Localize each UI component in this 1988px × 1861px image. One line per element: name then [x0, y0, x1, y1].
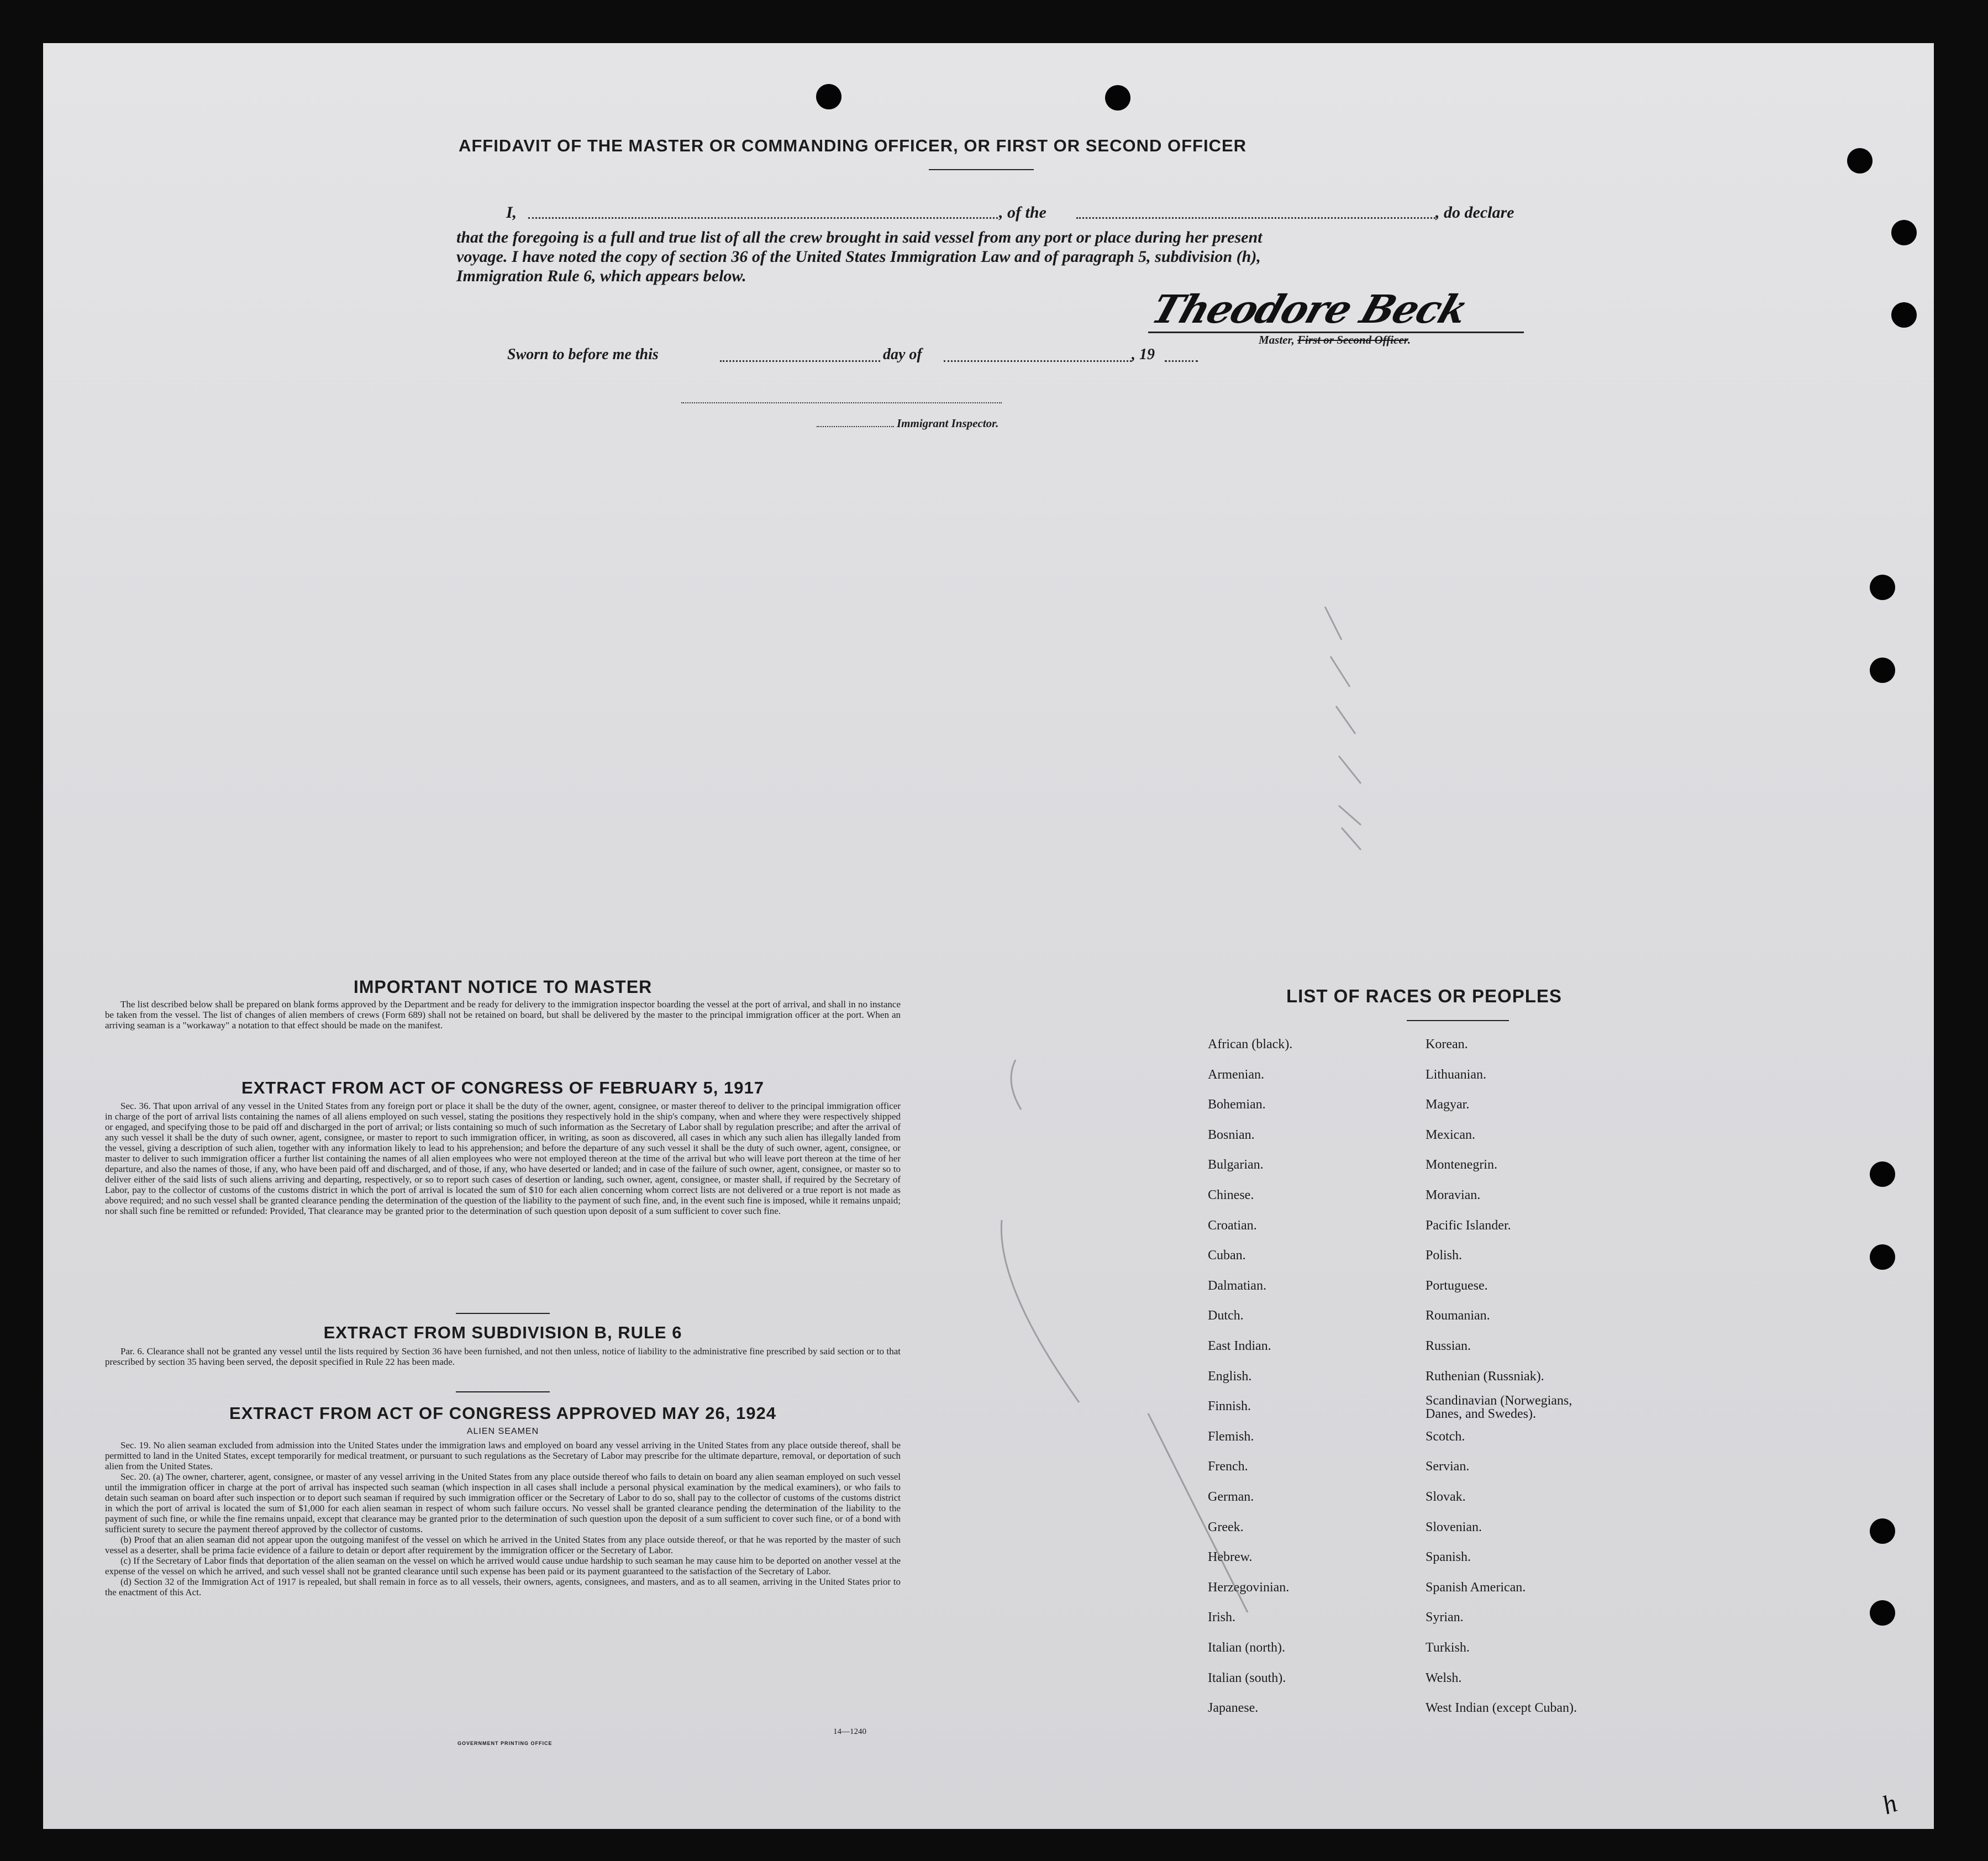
race-item: Italian (north). [1208, 1641, 1285, 1655]
signer-title-end: . [1407, 333, 1411, 346]
sworn-label: Sworn to before me this [507, 346, 659, 363]
race-item: Herzegovinian. [1208, 1580, 1290, 1595]
pencil-marks [43, 43, 1934, 1829]
affidavit-title: AFFIDAVIT OF THE MASTER OR COMMANDING OFFICER, OR FIRST OR SECOND OFFICER [458, 136, 1247, 155]
race-item: Scandinavian (Norwegians, Danes, and Swedes). [1426, 1394, 1572, 1422]
race-item: Portuguese. [1426, 1278, 1488, 1293]
race-item: Spanish. [1426, 1550, 1471, 1565]
race-item: Magyar. [1426, 1097, 1470, 1112]
notice-title: IMPORTANT NOTICE TO MASTER [353, 977, 653, 997]
inspector-label: Immigrant Inspector. [897, 417, 999, 430]
race-item: Slovak. [1426, 1490, 1466, 1504]
race-item: Flemish. [1208, 1429, 1254, 1444]
race-item: East Indian. [1208, 1339, 1271, 1353]
form-sheet [43, 43, 1934, 1829]
race-item: German. [1208, 1490, 1254, 1504]
act-1917-title: EXTRACT FROM ACT OF CONGRESS OF FEBRUARY 5, 1917 [241, 1078, 764, 1097]
races-title: LIST OF RACES OR PEOPLES [1286, 986, 1562, 1006]
race-item: Syrian. [1426, 1610, 1464, 1625]
race-item: Dalmatian. [1208, 1278, 1266, 1293]
margin-mark: h [1878, 1788, 1901, 1821]
race-item: Montenegrin. [1426, 1158, 1497, 1173]
race-item: Pacific Islander. [1426, 1218, 1511, 1233]
race-item: Slovenian. [1426, 1520, 1482, 1534]
section-20a-text: Sec. 20. (a) The owner, charterer, agent, consignee, or master of any vessel arriving in the United States from any place outside thereof who fails to detain on board any alien seaman employed on such vessel until the immigration officer in charge at the port of arrival has inspected such seaman (which inspection in all cases shall include a personal physical examination by the medical examiners), or who fails to detain such seaman on board after such inspection or to deport such seaman if required by such immigration officer or the Secretary of Labor to do so, shall pay to the collector of customs of the customs district in which the port of arrival is located the sum of $1,000 for each alien seaman in respect of whom such failure occurs. No vessel shall be granted clearance pending the determination of the liability to the payment of such fine, or while the fine remains unpaid, except that clearance may be granted prior to the determination of such question upon the deposit of a sum sufficient to cover such fine, or of a bond with sufficient surety to secure the payment thereof approved by the collector of customs. [105, 1471, 901, 1534]
affidavit-line-4: Immigration Rule 6, which appears below. [456, 267, 746, 285]
master-signature: Theodore Beck [1146, 286, 1473, 332]
affidavit-of-the-label: , of the [999, 203, 1046, 222]
race-item: Bohemian. [1208, 1097, 1266, 1112]
section-20d-text: (d) Section 32 of the Immigration Act of 1917 is repealed, but shall remain in force as to all vessels, their owners, agents, consignees, and masters, and as to all seamen, arriving in the United States prior to the enactment of this Act. [105, 1576, 901, 1597]
race-item: English. [1208, 1369, 1252, 1384]
section-20c-text: (c) If the Secretary of Labor finds that deportation of the alien seaman on the vessel on which he arrived would cause undue hardship to such seaman he may cause him to be deported on another vessel at the expense of the vessel on which he arrived, and such vessel shall not be granted clearance until such expense has been paid or its payment guaranteed to the satisfaction of the Secretary of Labor. [105, 1555, 901, 1576]
race-item: Mexican. [1426, 1127, 1475, 1142]
race-item: Japanese. [1208, 1701, 1259, 1716]
race-item: Bosnian. [1208, 1127, 1255, 1142]
race-item: Dutch. [1208, 1308, 1244, 1323]
paragraph-6-text: Par. 6. Clearance shall not be granted any vessel until the lists required by Section 36 have been furnished, and not then unless, notice of liability to the administrative fine prescribed by said section or to that prescribed by section 35 having been served, the deposit specified in Rule 22 has been made. [105, 1346, 901, 1367]
race-item: Greek. [1208, 1520, 1244, 1534]
race-item: Cuban. [1208, 1248, 1246, 1263]
race-item: Bulgarian. [1208, 1158, 1264, 1173]
affidavit-do-declare: , do declare [1435, 203, 1514, 222]
race-item: Armenian. [1208, 1067, 1264, 1082]
day-of-label: day of [883, 346, 922, 363]
race-item: Hebrew. [1208, 1550, 1253, 1565]
race-item: Moravian. [1426, 1188, 1481, 1202]
section-20b-text: (b) Proof that an alien seaman did not appear upon the outgoing manifest of the vessel on which he arrived in the United States from any place outside thereof, or that he was reported by the master of such vessel as a deserter, shall be prima facie evidence of a failure to detain or deport after requirement by the immigration officer or the Secretary of Labor. [105, 1534, 901, 1555]
race-item: French. [1208, 1459, 1248, 1474]
race-item: West Indian (except Cuban). [1426, 1701, 1577, 1716]
race-item: Russian. [1426, 1339, 1471, 1353]
race-item: Finnish. [1208, 1399, 1251, 1414]
section-19-text: Sec. 19. No alien seaman excluded from admission into the United States under the immigration laws and employed on board any vessel arriving in the United States from any place outside thereof, shall be permitted to land in the United States, except temporarily for medical treatment, or pursuant to such regulations as the Secretary of Labor may prescribe for the ultimate departure, removal, or deportation of such alien from the United States. [105, 1440, 901, 1471]
act-1924-title: EXTRACT FROM ACT OF CONGRESS APPROVED MAY 26, 1924 [229, 1403, 776, 1423]
race-item: Turkish. [1426, 1641, 1470, 1655]
notice-paragraph: The list described below shall be prepared on blank forms approved by the Department and be ready for delivery to the immigration inspector boarding the vessel at the port of arrival, and shall in no instance be taken from the vessel. The list of changes of alien members of crews (Form 689) shall not be retained on board, but shall be delivered by the master to the principal immigration officer at the port. When an arriving seaman is a "workaway" a notation to that effect should be made on the manifest. [105, 999, 901, 1031]
signer-title-struck: First or Second Officer [1297, 333, 1408, 346]
race-item: Lithuanian. [1426, 1067, 1486, 1082]
race-item: Roumanian. [1426, 1308, 1490, 1323]
race-item: Servian. [1426, 1459, 1470, 1474]
race-item: Spanish American. [1426, 1580, 1526, 1595]
race-item: Korean. [1426, 1037, 1468, 1052]
signer-title-master: Master, [1259, 333, 1298, 346]
affidavit-i-label: I, [506, 203, 517, 222]
form-number: 14—1240 [833, 1727, 866, 1736]
affidavit-line-3: voyage. I have noted the copy of section 36 of the United States Immigration Law and of paragraph 5, subdivision (h), [456, 248, 1261, 266]
race-item: Irish. [1208, 1610, 1235, 1625]
race-item: Polish. [1426, 1248, 1463, 1263]
race-item: Scotch. [1426, 1429, 1465, 1444]
race-item: Ruthenian (Russniak). [1426, 1369, 1544, 1384]
year-label: , 19 [1132, 346, 1155, 363]
printer-imprint: GOVERNMENT PRINTING OFFICE [457, 1741, 553, 1746]
section-36-text: Sec. 36. That upon arrival of any vessel in the United States from any foreign port or place it shall be the duty of the owner, agent, consignee, or master thereof to deliver to the principal immigration officer in charge of the port of arrival lists containing the names of all aliens employed on such vessel, stating the positions they respectively hold in the ship's company, when and where they were respectively shipped or engaged, and specifying those to be paid off and discharged in the port of arrival; or lists containing so much of such information as the Secretary of Labor shall by regulation prescribe; and after the arrival of any such vessel it shall be the duty of such owner, agent, consignee, or master to report to such immigration officer, in writing, as soon as discovered, all cases in which any such alien has illegally landed from the vessel, giving a description of such alien, together with any information likely to lead to his apprehension; and before the departure of any such vessel it shall be the duty of such owner, agent, consignee, or master to deliver to such immigration officer a further list containing the names of all alien employees who were not employed thereon at the time of the arrival but who will leave port thereon at the time of her departure, and also the names of those, if any, who have been paid off and discharged, and of those, if any, who have deserted or landed; and in case of the failure of such owner, agent, consignee, or master so to deliver either of the said lists of such aliens arriving and departing, respectively, or so to report such cases of desertion or landing, such owner, agent, consignee, or master shall, if required by the Secretary of Labor, pay to the collector of customs of the customs district in which the port of arrival is located the sum of $10 for each alien concerning whom correct lists are not delivered or a true report is not made as above required; and no such vessel shall be granted clearance pending the determination of the question of the liability to the payment of such fine, and, in the event such fine is imposed, while it remains unpaid; nor shall such fine be remitted or refunded: Provided, That clearance may be granted prior to the determination of such question upon deposit of a sum sufficient to cover such fine. [105, 1101, 901, 1216]
alien-seamen-subtitle: ALIEN SEAMEN [466, 1427, 539, 1436]
race-item: Welsh. [1426, 1670, 1462, 1685]
affidavit-line-2: that the foregoing is a full and true list of all the crew brought in said vessel from any port or place during her present [456, 228, 1263, 246]
race-item: Chinese. [1208, 1188, 1254, 1202]
race-item: African (black). [1208, 1037, 1293, 1052]
race-item: Italian (south). [1208, 1670, 1286, 1685]
rule-6-title: EXTRACT FROM SUBDIVISION B, RULE 6 [323, 1323, 682, 1342]
race-item: Croatian. [1208, 1218, 1257, 1233]
